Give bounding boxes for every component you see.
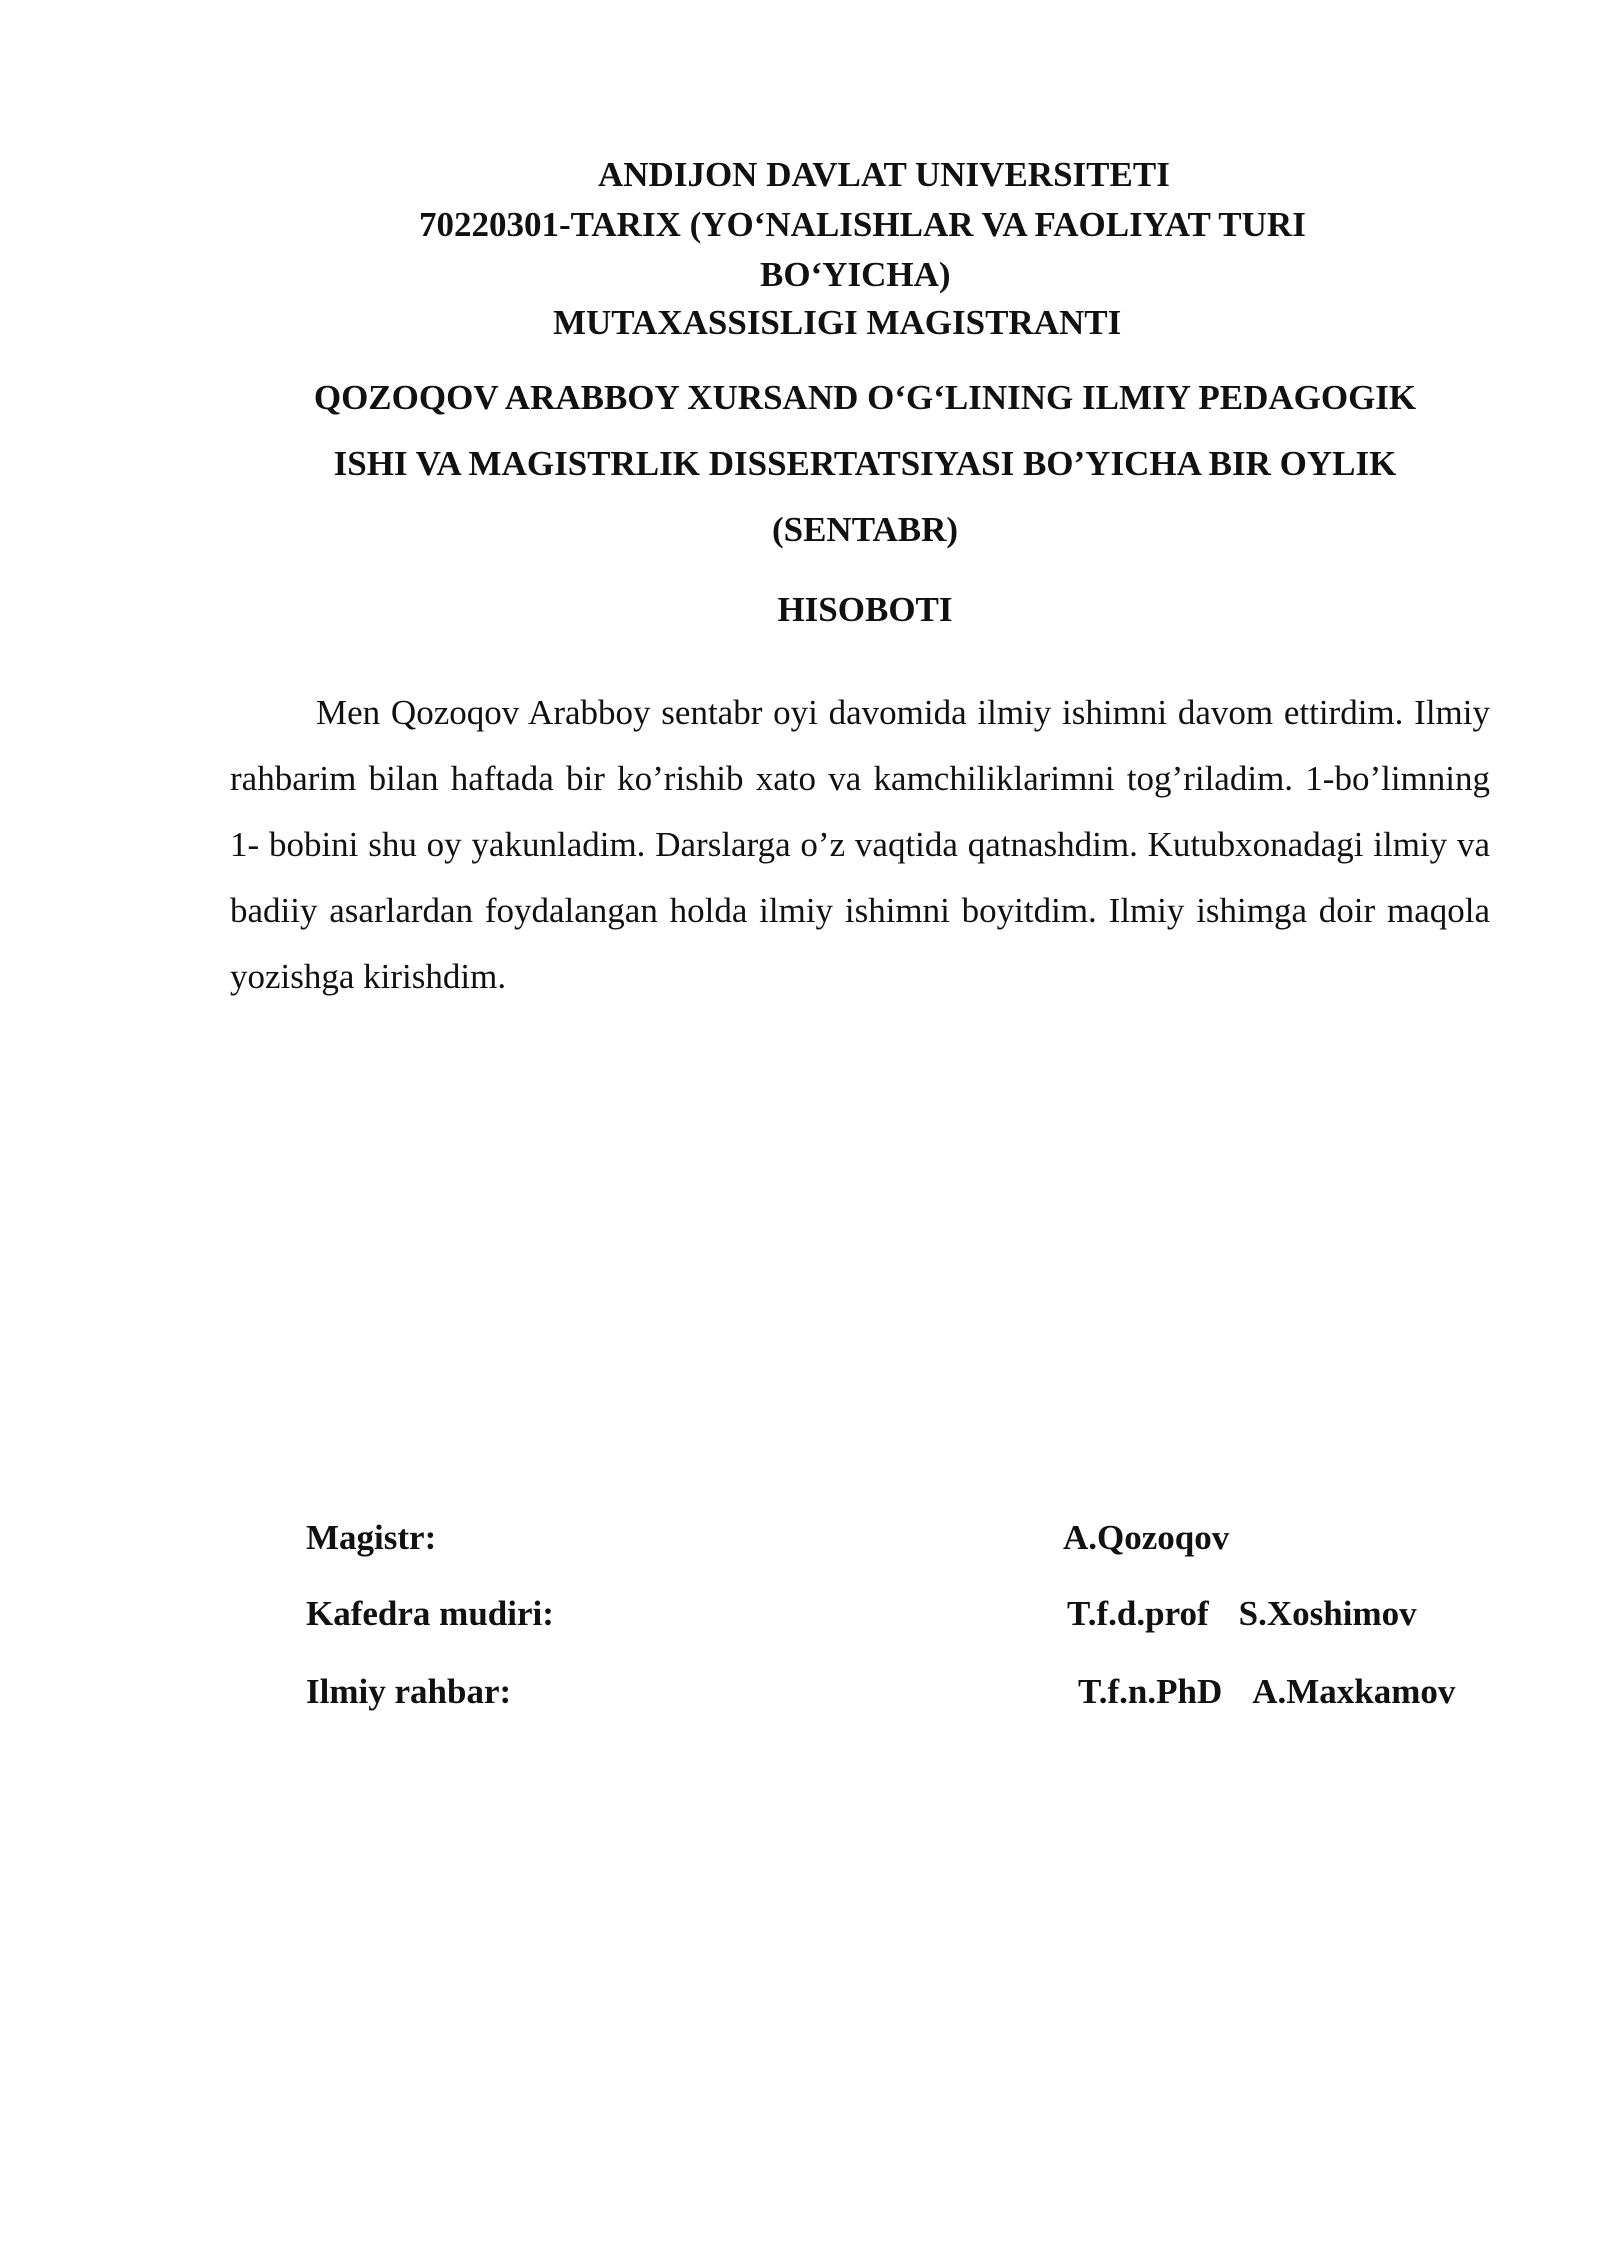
kafedra-title: T.f.d.prof xyxy=(1067,1594,1209,1633)
program-line-1: 70220301-TARIX (YO‘NALISHLAR VA FAOLIYAT TURI xyxy=(419,205,1306,244)
magistr-role-label: Magistr: xyxy=(306,1518,437,1557)
specialty-line: MUTAXASSISLIGI MAGISTRANTI xyxy=(553,303,1122,342)
kafedra-role-label: Kafedra mudiri: xyxy=(306,1594,554,1633)
report-title-line-2: ISHI VA MAGISTRLIK DISSERTATSIYASI BO’YICHA BIR OYLIK xyxy=(333,444,1397,483)
kafedra-name: S.Xoshimov xyxy=(1238,1594,1417,1633)
report-title-line-1: QOZOQOV ARABBOY XURSAND O‘G‘LINING ILMIY PEDAGOGIK xyxy=(313,378,1417,417)
rahbar-role-label: Ilmiy rahbar: xyxy=(306,1672,512,1711)
rahbar-name: A.Maxkamov xyxy=(1252,1672,1456,1711)
kafedra-signatory xyxy=(1067,1594,1417,1634)
report-paragraph: Men Qozoqov Arabboy sentabr oyi davomida ilmiy ishimni davom ettirdim. Ilmiy rahbarim bilan haftada bir ko’rishib xato va kamchiliklarimni tog’riladim. 1-bo’limning 1- bobini shu oy yakunladim. Darslarga o’z vaqtida qatnashdim. Kutubxonadagi ilmiy va badiiy asarlardan foydalangan holda ilmiy ishimni boyitdim. Ilmiy ishimga doir maqola yozishga kirishdim. xyxy=(230,693,1490,996)
report-title-line-3: (SENTABR) xyxy=(771,510,959,549)
program-line-2: BO‘YICHA) xyxy=(760,255,951,294)
magistr-name: A.Qozoqov xyxy=(1063,1518,1230,1557)
rahbar-signatory xyxy=(1078,1672,1455,1712)
university-name: ANDIJON DAVLAT UNIVERSITETI xyxy=(598,155,1170,194)
report-title xyxy=(200,365,1530,563)
rahbar-title: T.f.n.PhD xyxy=(1078,1672,1223,1711)
report-heading: HISOBOTI xyxy=(777,590,953,629)
